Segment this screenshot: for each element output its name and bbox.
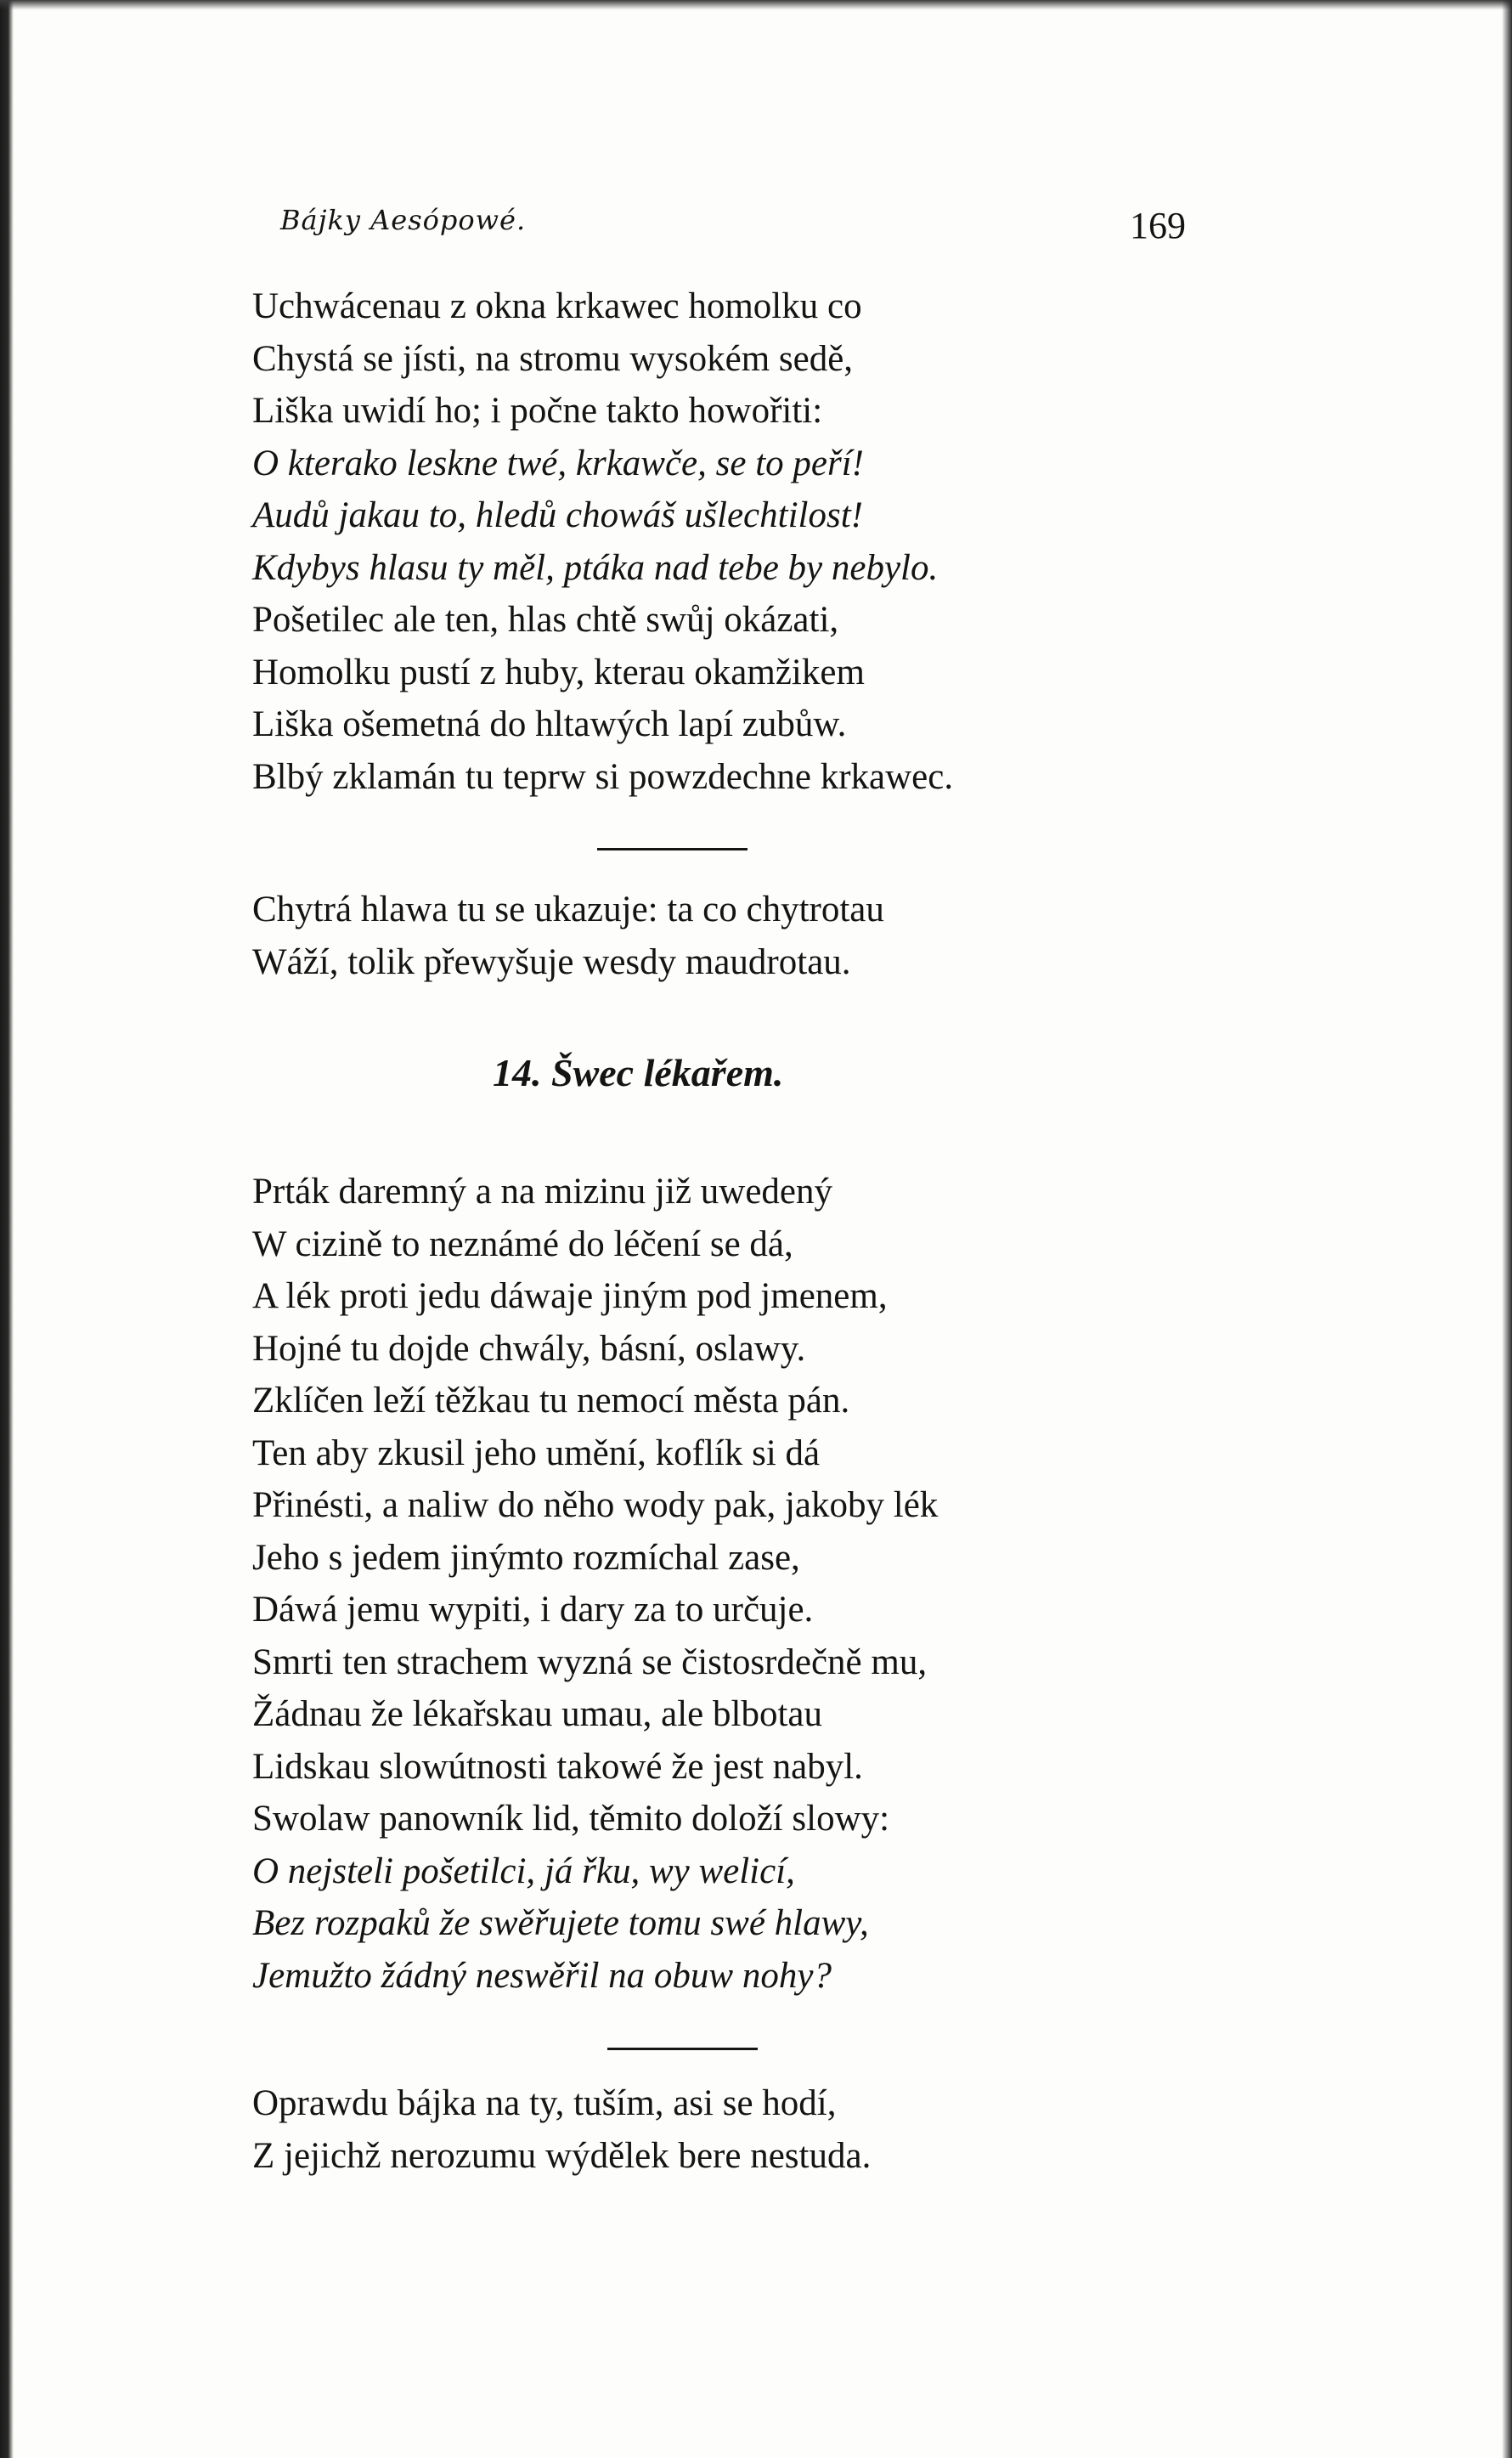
- verse-line: Uchwácenau z okna krkawec homolku co: [252, 286, 862, 326]
- verse-line: Audů jakau to, hledů chowáš ušlechtilost!: [252, 495, 863, 535]
- verse-line: Žádnau že lékařskau umau, ale blbotau: [252, 1694, 822, 1734]
- verse-line: Zklíčen leží těžkau tu nemocí města pán.: [252, 1381, 850, 1421]
- verse-line: Homolku pustí z huby, kterau okamžikem: [252, 652, 865, 692]
- verse-line: Ten aby zkusil jeho umění, koflík si dá: [252, 1432, 821, 1473]
- verse-line: Prták daremný a na mizinu již uwedený: [252, 1172, 833, 1212]
- page-edge-top: [0, 0, 1512, 10]
- verse-line: Lidskau slowútnosti takowé že jest nabyl.: [252, 1746, 863, 1787]
- fable-heading: 14. Šwec lékařem.: [493, 1051, 784, 1094]
- page-edge-right: [1502, 0, 1512, 2458]
- section-divider: [607, 2048, 758, 2050]
- verse-line: Blbý zklamán tu teprw si powzdechne krkawec.: [252, 756, 954, 797]
- verse-line: O nejsteli pošetilci, já řku, wy welicí,: [252, 1851, 795, 1891]
- fable-14-text: [252, 1166, 938, 2002]
- verse-line: Pošetilec ale ten, hlas chtě swůj okázati,: [252, 600, 839, 640]
- verse-line: Swolaw panowník lid, těmito doloží slowy:: [252, 1799, 890, 1839]
- fable-13-moral: [252, 884, 884, 988]
- verse-line: Bez rozpaků že swěřujete tomu swé hlawy,: [252, 1903, 869, 1943]
- verse-line: Kdybys hlasu ty měl, ptáka nad tebe by nebylo.: [252, 547, 939, 588]
- verse-line: Přinésti, a naliw do něho wody pak, jakoby lék: [252, 1485, 939, 1525]
- verse-line: Z jejichž nerozumu wýdělek bere nestuda.: [252, 2135, 872, 2176]
- page-number: 169: [1130, 205, 1186, 246]
- verse-line: Hojné tu dojde chwály, básní, oslawy.: [252, 1328, 806, 1369]
- verse-line: Oprawdu bájka na ty, tuším, asi se hodí,: [252, 2083, 837, 2123]
- page-edge-left: [0, 0, 14, 2458]
- running-head: Bájky Aesópowé.: [280, 204, 527, 236]
- verse-line: A lék proti jedu dáwaje jiným pod jmenem,: [252, 1276, 888, 1316]
- verse-line: Jeho s jedem jinýmto rozmíchal zase,: [252, 1537, 800, 1578]
- verse-line: Dáwá jemu wypiti, i dary za to určuje.: [252, 1590, 814, 1630]
- verse-line: Wáží, tolik přewyšuje wesdy maudrotau.: [252, 941, 851, 982]
- verse-line: Jemužto žádný neswěřil na obuw nohy?: [252, 1955, 832, 1996]
- verse-line: Chystá se jísti, na stromu wysokém sedě,: [252, 338, 854, 379]
- verse-line: Liška uwidí ho; i počne takto howořiti:: [252, 391, 823, 431]
- verse-line: W cizině to neznámé do léčení se dá,: [252, 1223, 793, 1264]
- section-divider: [597, 848, 748, 850]
- fable-14-moral: [252, 2077, 871, 2182]
- verse-line: O kterako leskne twé, krkawče, se to peří!: [252, 443, 864, 483]
- verse-line: Liška ošemetná do hltawých lapí zubůw.: [252, 704, 847, 744]
- fable-13-text: [252, 280, 953, 803]
- verse-line: Smrti ten strachem wyzná se čistosrdečně mu,: [252, 1641, 928, 1682]
- verse-line: Chytrá hlawa tu se ukazuje: ta co chytrotau: [252, 890, 884, 930]
